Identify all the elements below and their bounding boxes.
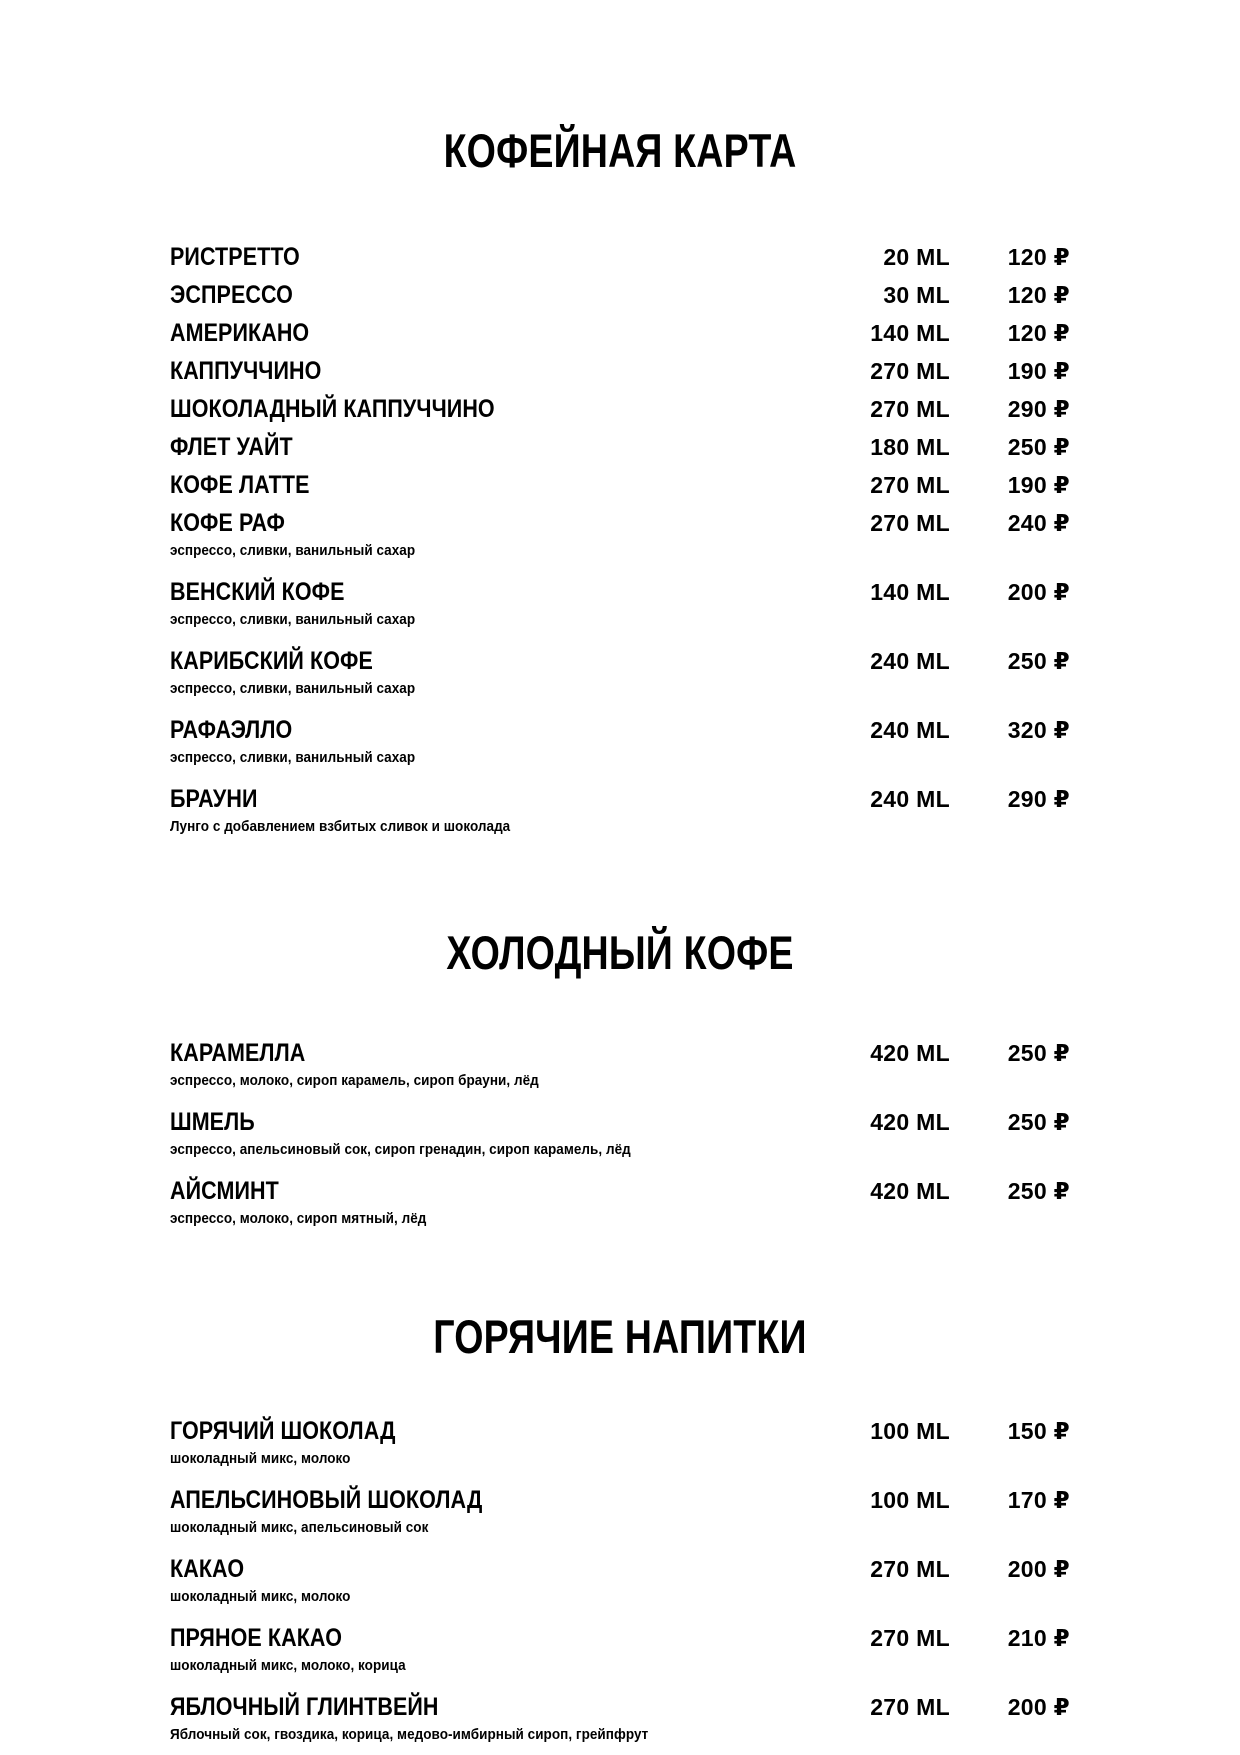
- item-volume: 420 ML: [870, 1177, 950, 1204]
- item-description: Яблочный сок, гвоздика, корица, медово-имбирный сироп, грейпфрут: [170, 1725, 649, 1743]
- item-volume: 270 ML: [870, 1693, 950, 1720]
- menu-item: [170, 1036, 1070, 1092]
- menu-item: [170, 644, 1070, 700]
- item-volume: 270 ML: [870, 1624, 950, 1651]
- menu-item: [170, 392, 1070, 427]
- item-name: АМЕРИКАНО: [170, 318, 310, 347]
- item-description: шоколадный микс, молоко, корица: [170, 1656, 406, 1674]
- item-description: эспрессо, сливки, ванильный сахар: [170, 748, 416, 766]
- item-description: Лунго с добавлением взбитых сливок и шоколада: [170, 817, 511, 835]
- item-name: КАКАО: [170, 1554, 245, 1583]
- menu-item-row: [170, 1105, 1070, 1140]
- menu-item-row: [170, 278, 1070, 313]
- item-volume: 30 ML: [883, 281, 950, 308]
- item-description: эспрессо, сливки, ванильный сахар: [170, 679, 416, 697]
- menu-item: [170, 240, 1070, 275]
- item-name: ЯБЛОЧНЫЙ ГЛИНТВЕЙН: [170, 1692, 439, 1721]
- item-volume: 420 ML: [870, 1039, 950, 1066]
- item-name: КАППУЧЧИНО: [170, 356, 322, 385]
- menu-item-row: [170, 575, 1070, 610]
- item-name: ШОКОЛАДНЫЙ КАППУЧЧИНО: [170, 394, 495, 423]
- menu-item-row: [170, 1690, 1070, 1725]
- item-price: 210 ₽: [1007, 1624, 1070, 1651]
- item-price: 190 ₽: [1007, 471, 1070, 498]
- item-description: эспрессо, сливки, ванильный сахар: [170, 610, 416, 628]
- section-coffee: [170, 0, 1070, 838]
- menu-item-row: [170, 430, 1070, 465]
- section-title-cold-coffee: ХОЛОДНЫЙ КОФЕ: [446, 926, 794, 980]
- menu-list-coffee: [170, 240, 1070, 838]
- item-name: РАФАЭЛЛО: [170, 715, 293, 744]
- menu-item: [170, 506, 1070, 562]
- item-name: КАРАМЕЛЛА: [170, 1038, 306, 1067]
- section-heading-wrap: [170, 0, 1070, 240]
- menu-item: [170, 782, 1070, 838]
- item-volume: 100 ML: [870, 1417, 950, 1444]
- item-price: 200 ₽: [1007, 1693, 1070, 1720]
- item-volume: 270 ML: [870, 1555, 950, 1582]
- item-name: КОФЕ ЛАТТЕ: [170, 470, 310, 499]
- section-heading-wrap: [170, 838, 1070, 1036]
- menu-item: [170, 354, 1070, 389]
- item-description: эспрессо, молоко, сироп карамель, сироп брауни, лёд: [170, 1071, 539, 1089]
- menu-item: [170, 1174, 1070, 1230]
- item-name: ГОРЯЧИЙ ШОКОЛАД: [170, 1416, 396, 1445]
- menu-item-row: [170, 713, 1070, 748]
- item-volume: 420 ML: [870, 1108, 950, 1135]
- item-price: 250 ₽: [1007, 1039, 1070, 1066]
- item-volume: 270 ML: [870, 509, 950, 536]
- menu-item-row: [170, 1174, 1070, 1209]
- menu-item: [170, 278, 1070, 313]
- item-description: эспрессо, сливки, ванильный сахар: [170, 541, 416, 559]
- item-price: 320 ₽: [1007, 716, 1070, 743]
- menu-item: [170, 1621, 1070, 1677]
- item-volume: 20 ML: [883, 243, 950, 270]
- menu-item-row: [170, 1414, 1070, 1449]
- item-price: 120 ₽: [1007, 319, 1070, 346]
- item-price: 250 ₽: [1007, 433, 1070, 460]
- item-volume: 100 ML: [870, 1486, 950, 1513]
- item-price: 200 ₽: [1007, 578, 1070, 605]
- item-price: 290 ₽: [1007, 395, 1070, 422]
- menu-item-row: [170, 644, 1070, 679]
- item-price: 120 ₽: [1007, 281, 1070, 308]
- section-title-coffee: КОФЕЙНАЯ КАРТА: [443, 124, 797, 178]
- item-volume: 240 ML: [870, 716, 950, 743]
- item-price: 250 ₽: [1007, 647, 1070, 674]
- menu-item: [170, 713, 1070, 769]
- menu-item: [170, 1690, 1070, 1746]
- menu-item: [170, 1105, 1070, 1161]
- menu-item: [170, 1414, 1070, 1470]
- menu-item: [170, 430, 1070, 465]
- item-price: 150 ₽: [1007, 1417, 1070, 1444]
- item-price: 250 ₽: [1007, 1177, 1070, 1204]
- item-name: АЙСМИНТ: [170, 1176, 279, 1205]
- menu-item-row: [170, 316, 1070, 351]
- item-description: шоколадный микс, молоко: [170, 1449, 351, 1467]
- item-name: ШМЕЛЬ: [170, 1107, 255, 1136]
- item-volume: 240 ML: [870, 785, 950, 812]
- menu-item-row: [170, 1483, 1070, 1518]
- item-name: ФЛЕТ УАЙТ: [170, 432, 293, 461]
- section-cold-coffee: [170, 838, 1070, 1230]
- item-volume: 140 ML: [870, 578, 950, 605]
- item-name: АПЕЛЬСИНОВЫЙ ШОКОЛАД: [170, 1485, 483, 1514]
- menu-item-row: [170, 1036, 1070, 1071]
- menu-item: [170, 1483, 1070, 1539]
- item-description: шоколадный микс, молоко: [170, 1587, 351, 1605]
- section-title-hot-drinks: ГОРЯЧИЕ НАПИТКИ: [433, 1310, 807, 1364]
- menu-item: [170, 468, 1070, 503]
- item-volume: 270 ML: [870, 471, 950, 498]
- item-description: эспрессо, молоко, сироп мятный, лёд: [170, 1209, 427, 1227]
- menu-item-row: [170, 392, 1070, 427]
- menu-item: [170, 316, 1070, 351]
- menu-item-row: [170, 354, 1070, 389]
- menu-item-row: [170, 506, 1070, 541]
- menu-item: [170, 1552, 1070, 1608]
- item-description: эспрессо, апельсиновый сок, сироп гренадин, сироп карамель, лёд: [170, 1140, 631, 1158]
- item-price: 290 ₽: [1007, 785, 1070, 812]
- item-name: ПРЯНОЕ КАКАО: [170, 1623, 343, 1652]
- menu-item-row: [170, 1552, 1070, 1587]
- item-price: 120 ₽: [1007, 243, 1070, 270]
- item-volume: 240 ML: [870, 647, 950, 674]
- menu-list-hot-drinks: [170, 1414, 1070, 1746]
- menu-item-row: [170, 468, 1070, 503]
- section-hot-drinks: [170, 1230, 1070, 1746]
- section-heading-wrap: [170, 1230, 1070, 1414]
- item-volume: 180 ML: [870, 433, 950, 460]
- item-price: 170 ₽: [1007, 1486, 1070, 1513]
- item-name: РИСТРЕТТО: [170, 242, 300, 271]
- menu-item: [170, 575, 1070, 631]
- item-price: 240 ₽: [1007, 509, 1070, 536]
- item-name: ЭСПРЕССО: [170, 280, 293, 309]
- menu-item-row: [170, 782, 1070, 817]
- menu-item-row: [170, 1621, 1070, 1656]
- item-volume: 270 ML: [870, 395, 950, 422]
- menu-list-cold-coffee: [170, 1036, 1070, 1230]
- item-volume: 140 ML: [870, 319, 950, 346]
- item-name: ВЕНСКИЙ КОФЕ: [170, 577, 345, 606]
- item-name: КОФЕ РАФ: [170, 508, 285, 537]
- item-description: шоколадный микс, апельсиновый сок: [170, 1518, 429, 1536]
- item-name: БРАУНИ: [170, 784, 258, 813]
- item-price: 190 ₽: [1007, 357, 1070, 384]
- item-name: КАРИБСКИЙ КОФЕ: [170, 646, 373, 675]
- item-price: 250 ₽: [1007, 1108, 1070, 1135]
- menu-item-row: [170, 240, 1070, 275]
- item-price: 200 ₽: [1007, 1555, 1070, 1582]
- item-volume: 270 ML: [870, 357, 950, 384]
